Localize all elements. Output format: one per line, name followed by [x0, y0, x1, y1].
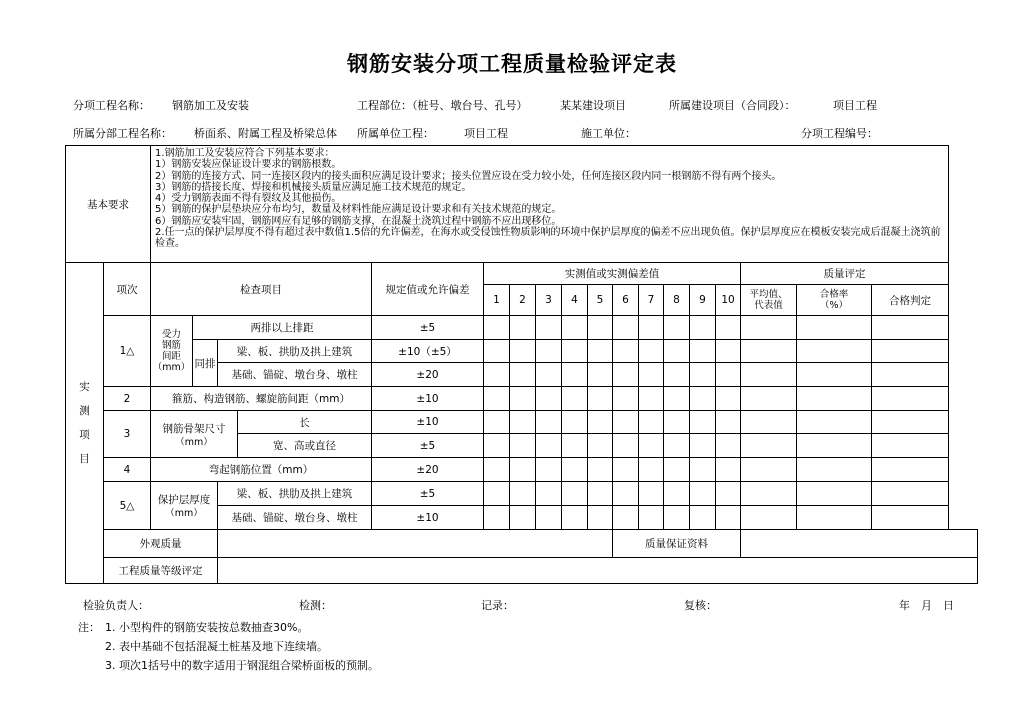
- cell[interactable]: [536, 316, 562, 340]
- cell[interactable]: [588, 316, 613, 340]
- cell[interactable]: [716, 506, 741, 530]
- item-5a-name: 梁、板、拱肋及拱上建筑: [218, 482, 372, 506]
- cell[interactable]: [872, 340, 949, 363]
- cell[interactable]: [872, 387, 949, 411]
- basic-requirements-label: 基本要求: [66, 146, 151, 263]
- cell[interactable]: [536, 387, 562, 411]
- cell[interactable]: [639, 411, 664, 434]
- cell[interactable]: [613, 434, 639, 458]
- col-header-4: 4: [562, 285, 588, 316]
- item-3b-name: 宽、高或直径: [238, 434, 372, 458]
- cell[interactable]: [690, 482, 716, 506]
- construction-unit-label: 施工单位：: [581, 127, 636, 140]
- cell[interactable]: [484, 506, 510, 530]
- item-name-label: 分项工程名称：: [73, 99, 150, 112]
- item-3a-spec: ±10: [372, 411, 484, 434]
- cell[interactable]: [797, 411, 872, 434]
- cell[interactable]: [872, 411, 949, 434]
- cell[interactable]: [510, 363, 536, 387]
- item-5-no: 5△: [104, 482, 151, 530]
- item-2-name: 箍筋、构造钢筋、螺旋筋间距（mm）: [151, 387, 372, 411]
- cell[interactable]: [741, 316, 797, 340]
- cell[interactable]: [484, 434, 510, 458]
- item-1c-spec: ±20: [372, 363, 484, 387]
- cell[interactable]: [664, 434, 690, 458]
- cell[interactable]: [797, 434, 872, 458]
- basic-requirements-text: 1.钢筋加工及安装应符合下列基本要求： 1）钢筋安装应保证设计要求的钢筋根数。 2）钢筋的连接方式、同一连接区段内的接头面积应满足设计要求；接头位置应设在受力较小处，任何连接区段内同一根钢筋不得有两个接头。 3）钢筋的搭接长度、焊接和机械接头质量应满足施工技术规范的规定。 4）受力钢筋表面不得有裂纹及其他损伤。 5）钢筋的保护层垫块应分布均匀，数量及材料性能应满足设计要求和有关技术规范的规定。 6）钢筋应安装牢固，钢筋网应有足够的钢筋支撑，在混凝土浇筑过程中钢筋不应出现移位。 2.任一点的保护层厚度不得有超过表中数值1.5倍的允许偏差，在海水或受侵蚀性物质影响的环境中保护层厚度的偏差不应出现负值。保护层厚度应在模板安装完成后混凝土浇筑前检查。: [151, 146, 949, 263]
- item-5a-spec: ±5: [372, 482, 484, 506]
- cell[interactable]: [741, 434, 797, 458]
- location-label: 工程部位：（桩号、墩台号、孔号）: [357, 99, 528, 112]
- cell[interactable]: [664, 316, 690, 340]
- cell[interactable]: [613, 363, 639, 387]
- cell[interactable]: [562, 458, 588, 482]
- cell[interactable]: [536, 363, 562, 387]
- item-1a-spec: ±5: [372, 316, 484, 340]
- check-item-header: 检查项目: [151, 263, 372, 316]
- note-1: 1. 小型构件的钢筋安装按总数抽查30%。: [105, 621, 309, 634]
- cell[interactable]: [741, 482, 797, 506]
- col-header-9: 9: [690, 285, 716, 316]
- cell[interactable]: [536, 458, 562, 482]
- cell[interactable]: [664, 363, 690, 387]
- cell[interactable]: [639, 387, 664, 411]
- cell[interactable]: [588, 458, 613, 482]
- cell[interactable]: [690, 506, 716, 530]
- cell[interactable]: [690, 387, 716, 411]
- cell[interactable]: [588, 482, 613, 506]
- cell[interactable]: [588, 340, 613, 363]
- grade-label: 工程质量等级评定: [104, 558, 218, 584]
- cell[interactable]: [562, 482, 588, 506]
- cell[interactable]: [510, 316, 536, 340]
- tester-label: 检测：: [299, 599, 332, 612]
- cell[interactable]: [536, 340, 562, 363]
- cell[interactable]: [588, 506, 613, 530]
- cell[interactable]: [613, 506, 639, 530]
- item-name-value: 钢筋加工及安装: [172, 99, 249, 112]
- cell[interactable]: [536, 434, 562, 458]
- sub-project-value: 桥面系、附属工程及桥梁总体: [194, 127, 337, 140]
- cell[interactable]: [562, 316, 588, 340]
- item-4-no: 4: [104, 458, 151, 482]
- cell[interactable]: [588, 434, 613, 458]
- cell[interactable]: [484, 340, 510, 363]
- cell[interactable]: [562, 506, 588, 530]
- cell[interactable]: [797, 340, 872, 363]
- cell[interactable]: [741, 340, 797, 363]
- avg-header: 平均值、 代表值: [741, 285, 797, 316]
- cell[interactable]: [797, 316, 872, 340]
- cell[interactable]: [536, 482, 562, 506]
- item-5-group: 保护层厚度 （mm）: [151, 482, 218, 530]
- cell[interactable]: [562, 363, 588, 387]
- cell[interactable]: [588, 411, 613, 434]
- cell[interactable]: [562, 387, 588, 411]
- cell[interactable]: [716, 387, 741, 411]
- cell[interactable]: [639, 434, 664, 458]
- cell[interactable]: [872, 363, 949, 387]
- cell[interactable]: [664, 482, 690, 506]
- cell[interactable]: [510, 340, 536, 363]
- cell[interactable]: [562, 434, 588, 458]
- item-2-no: 2: [104, 387, 151, 411]
- cell[interactable]: [690, 458, 716, 482]
- cell[interactable]: [690, 316, 716, 340]
- cell[interactable]: [639, 506, 664, 530]
- cell[interactable]: [613, 482, 639, 506]
- appearance-value[interactable]: [218, 530, 613, 558]
- unit-label: 所属单位工程：: [357, 127, 434, 140]
- judgement-header: 合格判定: [872, 285, 949, 316]
- measured-items-label: 实 测 项 目: [66, 263, 104, 584]
- cell[interactable]: [716, 458, 741, 482]
- item-4-name: 弯起钢筋位置（mm）: [151, 458, 372, 482]
- cell[interactable]: [716, 411, 741, 434]
- cell[interactable]: [484, 458, 510, 482]
- cell[interactable]: [741, 387, 797, 411]
- measured-values-header: 实测值或实测偏差值: [484, 263, 741, 285]
- sub-project-label: 所属分部工程名称：: [73, 127, 172, 140]
- cell[interactable]: [510, 387, 536, 411]
- col-header-8: 8: [664, 285, 690, 316]
- cell[interactable]: [588, 363, 613, 387]
- inspector-label: 检验负责人：: [83, 599, 149, 612]
- item-1b-spec: ±10（±5）: [372, 340, 484, 363]
- note-3: 3. 项次1括号中的数字适用于钢混组合梁桥面板的预制。: [105, 659, 379, 672]
- quality-docs-label: 质量保证资料: [613, 530, 741, 558]
- cell[interactable]: [484, 363, 510, 387]
- cell[interactable]: [664, 387, 690, 411]
- cell[interactable]: [484, 482, 510, 506]
- grade-value[interactable]: [218, 558, 978, 584]
- cell[interactable]: [639, 340, 664, 363]
- cell[interactable]: [664, 411, 690, 434]
- same-row-label: 同排: [193, 340, 218, 387]
- cell[interactable]: [741, 506, 797, 530]
- item-1b-name: 梁、板、拱肋及拱上建筑: [218, 340, 372, 363]
- item-4-spec: ±20: [372, 458, 484, 482]
- project-value: 项目工程: [833, 99, 877, 112]
- col-header-10: 10: [716, 285, 741, 316]
- location-value: 某某建设项目: [560, 99, 626, 112]
- col-header-3: 3: [536, 285, 562, 316]
- cell[interactable]: [613, 458, 639, 482]
- cell[interactable]: [690, 411, 716, 434]
- cell[interactable]: [536, 506, 562, 530]
- cell[interactable]: [613, 387, 639, 411]
- note-2: 2. 表中基础不包括混凝土桩基及地下连续墙。: [105, 640, 328, 653]
- cell[interactable]: [797, 387, 872, 411]
- cell[interactable]: [872, 458, 949, 482]
- cell[interactable]: [690, 340, 716, 363]
- cell[interactable]: [716, 434, 741, 458]
- cell[interactable]: [741, 363, 797, 387]
- cell[interactable]: [872, 434, 949, 458]
- cell[interactable]: [484, 316, 510, 340]
- appearance-label: 外观质量: [104, 530, 218, 558]
- spec-header: 规定值或允许偏差: [372, 263, 484, 316]
- cell[interactable]: [664, 458, 690, 482]
- cell[interactable]: [510, 506, 536, 530]
- item-2-spec: ±10: [372, 387, 484, 411]
- cell[interactable]: [639, 458, 664, 482]
- item-3b-spec: ±5: [372, 434, 484, 458]
- cell[interactable]: [639, 482, 664, 506]
- item-1c-name: 基础、锚碇、墩台身、墩柱: [218, 363, 372, 387]
- unit-value: 项目工程: [464, 127, 508, 140]
- item-3-group: 钢筋骨架尺寸 （mm）: [151, 411, 238, 458]
- quality-docs-value[interactable]: [741, 530, 978, 558]
- cell[interactable]: [613, 411, 639, 434]
- cell[interactable]: [741, 458, 797, 482]
- cell[interactable]: [484, 387, 510, 411]
- pass-rate-header: 合格率 （%）: [797, 285, 872, 316]
- date-label: 年 月 日: [899, 599, 954, 612]
- project-label: 所属建设项目（合同段）：: [669, 99, 796, 112]
- notes-prefix: 注：: [78, 621, 100, 634]
- inspection-table: [65, 145, 978, 584]
- cell[interactable]: [510, 458, 536, 482]
- cell[interactable]: [716, 363, 741, 387]
- cell[interactable]: [797, 458, 872, 482]
- cell[interactable]: [690, 363, 716, 387]
- item-3-no: 3: [104, 411, 151, 458]
- cell[interactable]: [797, 506, 872, 530]
- cell[interactable]: [872, 506, 949, 530]
- col-header-6: 6: [613, 285, 639, 316]
- cell[interactable]: [484, 411, 510, 434]
- cell[interactable]: [872, 482, 949, 506]
- cell[interactable]: [664, 506, 690, 530]
- cell[interactable]: [588, 387, 613, 411]
- recorder-label: 记录：: [481, 599, 514, 612]
- cell[interactable]: [872, 316, 949, 340]
- col-header-1: 1: [484, 285, 510, 316]
- cell[interactable]: [639, 363, 664, 387]
- item-no-label: 分项工程编号：: [801, 127, 878, 140]
- cell[interactable]: [536, 411, 562, 434]
- item-1-group: 受力 钢筋 间距 （mm）: [151, 316, 193, 387]
- cell[interactable]: [797, 363, 872, 387]
- item-1-no: 1△: [104, 316, 151, 387]
- col-header-5: 5: [588, 285, 613, 316]
- cell[interactable]: [562, 411, 588, 434]
- item-5b-name: 基础、锚碇、墩台身、墩柱: [218, 506, 372, 530]
- col-header-2: 2: [510, 285, 536, 316]
- cell[interactable]: [664, 340, 690, 363]
- col-header-7: 7: [639, 285, 664, 316]
- cell[interactable]: [741, 411, 797, 434]
- item-3a-name: 长: [238, 411, 372, 434]
- cell[interactable]: [716, 316, 741, 340]
- reviewer-label: 复核：: [684, 599, 717, 612]
- cell[interactable]: [510, 411, 536, 434]
- item-5b-spec: ±10: [372, 506, 484, 530]
- item-1a-name: 两排以上排距: [193, 316, 372, 340]
- quality-eval-header: 质量评定: [741, 263, 949, 285]
- cell[interactable]: [797, 482, 872, 506]
- page-title: 钢筋安装分项工程质量检验评定表: [347, 52, 677, 76]
- cell[interactable]: [690, 434, 716, 458]
- cell[interactable]: [510, 482, 536, 506]
- item-no-header: 项次: [104, 263, 151, 316]
- cell[interactable]: [562, 340, 588, 363]
- cell[interactable]: [613, 316, 639, 340]
- cell[interactable]: [716, 340, 741, 363]
- cell[interactable]: [716, 482, 741, 506]
- cell[interactable]: [510, 434, 536, 458]
- cell[interactable]: [639, 316, 664, 340]
- cell[interactable]: [613, 340, 639, 363]
